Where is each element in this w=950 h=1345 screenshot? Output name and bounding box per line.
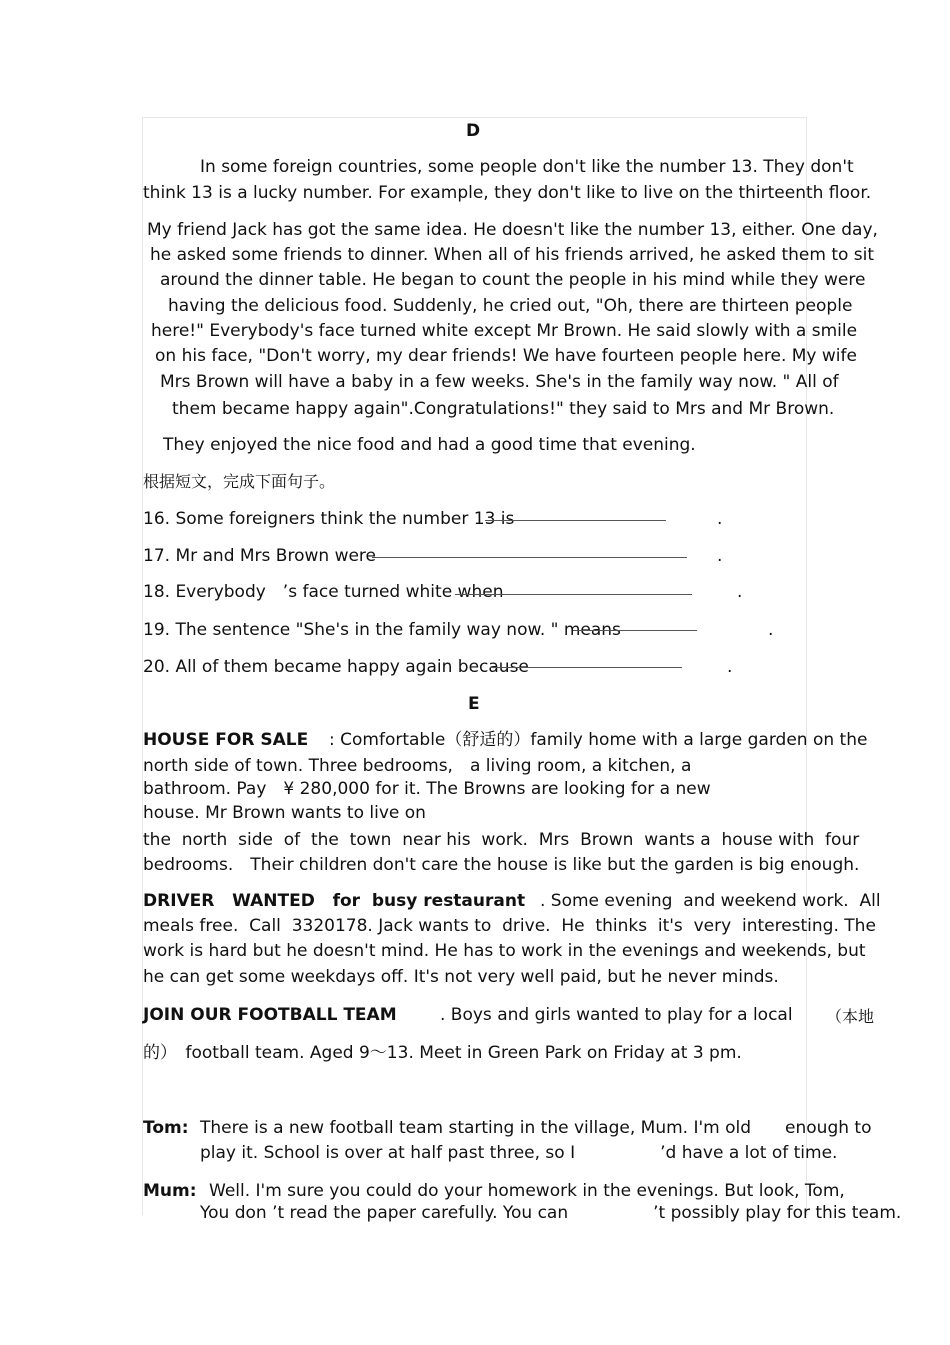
d-paragraph-2-line-1: My friend Jack has got the same idea. He doesn't like the number 13, either. One day,	[147, 220, 878, 240]
question-17-end: .	[717, 546, 723, 566]
answer-blank-18[interactable]	[455, 594, 692, 595]
d-paragraph-1-line-1: In some foreign countries, some people don't like the number 13. They don't	[200, 157, 854, 177]
ad-house-line-4: house. Mr Brown wants to live on	[143, 803, 426, 823]
ad-house-line-3: bathroom. Pay ¥ 280,000 for it. The Browns are looking for a new	[143, 779, 711, 799]
question-20-end: .	[727, 657, 733, 677]
d-paragraph-2-line-2: he asked some friends to dinner. When all of his friends arrived, he asked them to sit	[150, 245, 875, 265]
ad-house-line-1: : Comfortable（舒适的）family home with a large garden on the	[329, 730, 868, 750]
ad-house-line-5: the north side of the town near his work. Mrs Brown wants a house with four	[143, 830, 860, 850]
answer-blank-17[interactable]	[372, 557, 687, 558]
dialogue-tom-line-2: play it. School is over at half past three, so I ’d have a lot of time.	[200, 1143, 838, 1163]
d-paragraph-2-line-7: Mrs Brown will have a baby in a few weeks. She's in the family way now. " All of	[160, 372, 839, 392]
ad-house-line-2: north side of town. Three bedrooms, a living room, a kitchen, a	[143, 756, 692, 776]
question-18-end: .	[737, 582, 743, 602]
section-d-heading: D	[466, 121, 481, 141]
question-16-end: .	[717, 509, 723, 529]
section-e-heading: E	[468, 694, 480, 714]
ad-driver-line-1: . Some evening and weekend work. All	[540, 891, 881, 911]
d-paragraph-2-line-4: having the delicious food. Suddenly, he cried out, "Oh, there are thirteen people	[168, 296, 853, 316]
dialogue-mum-line-1: Well. I'm sure you could do your homework in the evenings. But look, Tom,	[209, 1181, 845, 1201]
answer-blank-20[interactable]	[490, 667, 682, 668]
question-19-end: .	[768, 620, 774, 640]
question-19: 19. The sentence "She's in the family way now. " means	[143, 620, 621, 640]
ad-driver-line-4: he can get some weekdays off. It's not very well paid, but he never minds.	[143, 967, 779, 987]
answer-blank-19[interactable]	[573, 630, 697, 631]
d-paragraph-2-line-6: on his face, "Don't worry, my dear friends! We have fourteen people here. My wife	[155, 346, 857, 366]
d-paragraph-2-line-8: them became happy again".Congratulations!" they said to Mrs and Mr Brown.	[172, 399, 835, 419]
dialogue-mum-line-2: You don ’t read the paper carefully. You can ’t possibly play for this team.	[200, 1203, 902, 1223]
d-paragraph-3: They enjoyed the nice food and had a good time that evening.	[163, 435, 696, 455]
ad-driver-line-2: meals free. Call 3320178. Jack wants to drive. He thinks it's very interesting. The	[143, 916, 876, 936]
ad-football-title: JOIN OUR FOOTBALL TEAM	[143, 1005, 397, 1025]
question-17: 17. Mr and Mrs Brown were	[143, 546, 377, 566]
question-16: 16. Some foreigners think the number 13 is	[143, 509, 515, 529]
question-20: 20. All of them became happy again because	[143, 657, 529, 677]
dialogue-speaker-tom: Tom:	[143, 1118, 189, 1138]
dialogue-tom-line-1: There is a new football team starting in the village, Mum. I'm old enough to	[200, 1118, 872, 1138]
ad-football-line-2: 的） football team. Aged 9～13. Meet in Green Park on Friday at 3 pm.	[143, 1043, 742, 1063]
ad-house-title: HOUSE FOR SALE	[143, 730, 309, 750]
d-paragraph-2-line-5: here!" Everybody's face turned white except Mr Brown. He said slowly with a smile	[151, 321, 858, 341]
question-18: 18. Everybody ’s face turned white when	[143, 582, 504, 602]
d-paragraph-1-line-2: think 13 is a lucky number. For example, they don't like to live on the thirteenth floor.	[143, 183, 872, 203]
d-paragraph-2-line-3: around the dinner table. He began to count the people in his mind while they were	[160, 270, 866, 290]
instruction-text: 根据短文，完成下面句子。	[143, 472, 336, 491]
ad-football-line-1-cn: （本地	[826, 1007, 875, 1026]
ad-football-line-1: . Boys and girls wanted to play for a local	[440, 1005, 793, 1025]
dialogue-speaker-mum: Mum:	[143, 1181, 197, 1201]
ad-driver-title: DRIVER WANTED for busy restaurant	[143, 891, 526, 911]
ad-driver-line-3: work is hard but he doesn't mind. He has to work in the evenings and weekends, but	[143, 941, 866, 961]
answer-blank-16[interactable]	[485, 520, 666, 521]
ad-house-line-6: bedrooms. Their children don't care the house is like but the garden is big enough.	[143, 855, 860, 875]
